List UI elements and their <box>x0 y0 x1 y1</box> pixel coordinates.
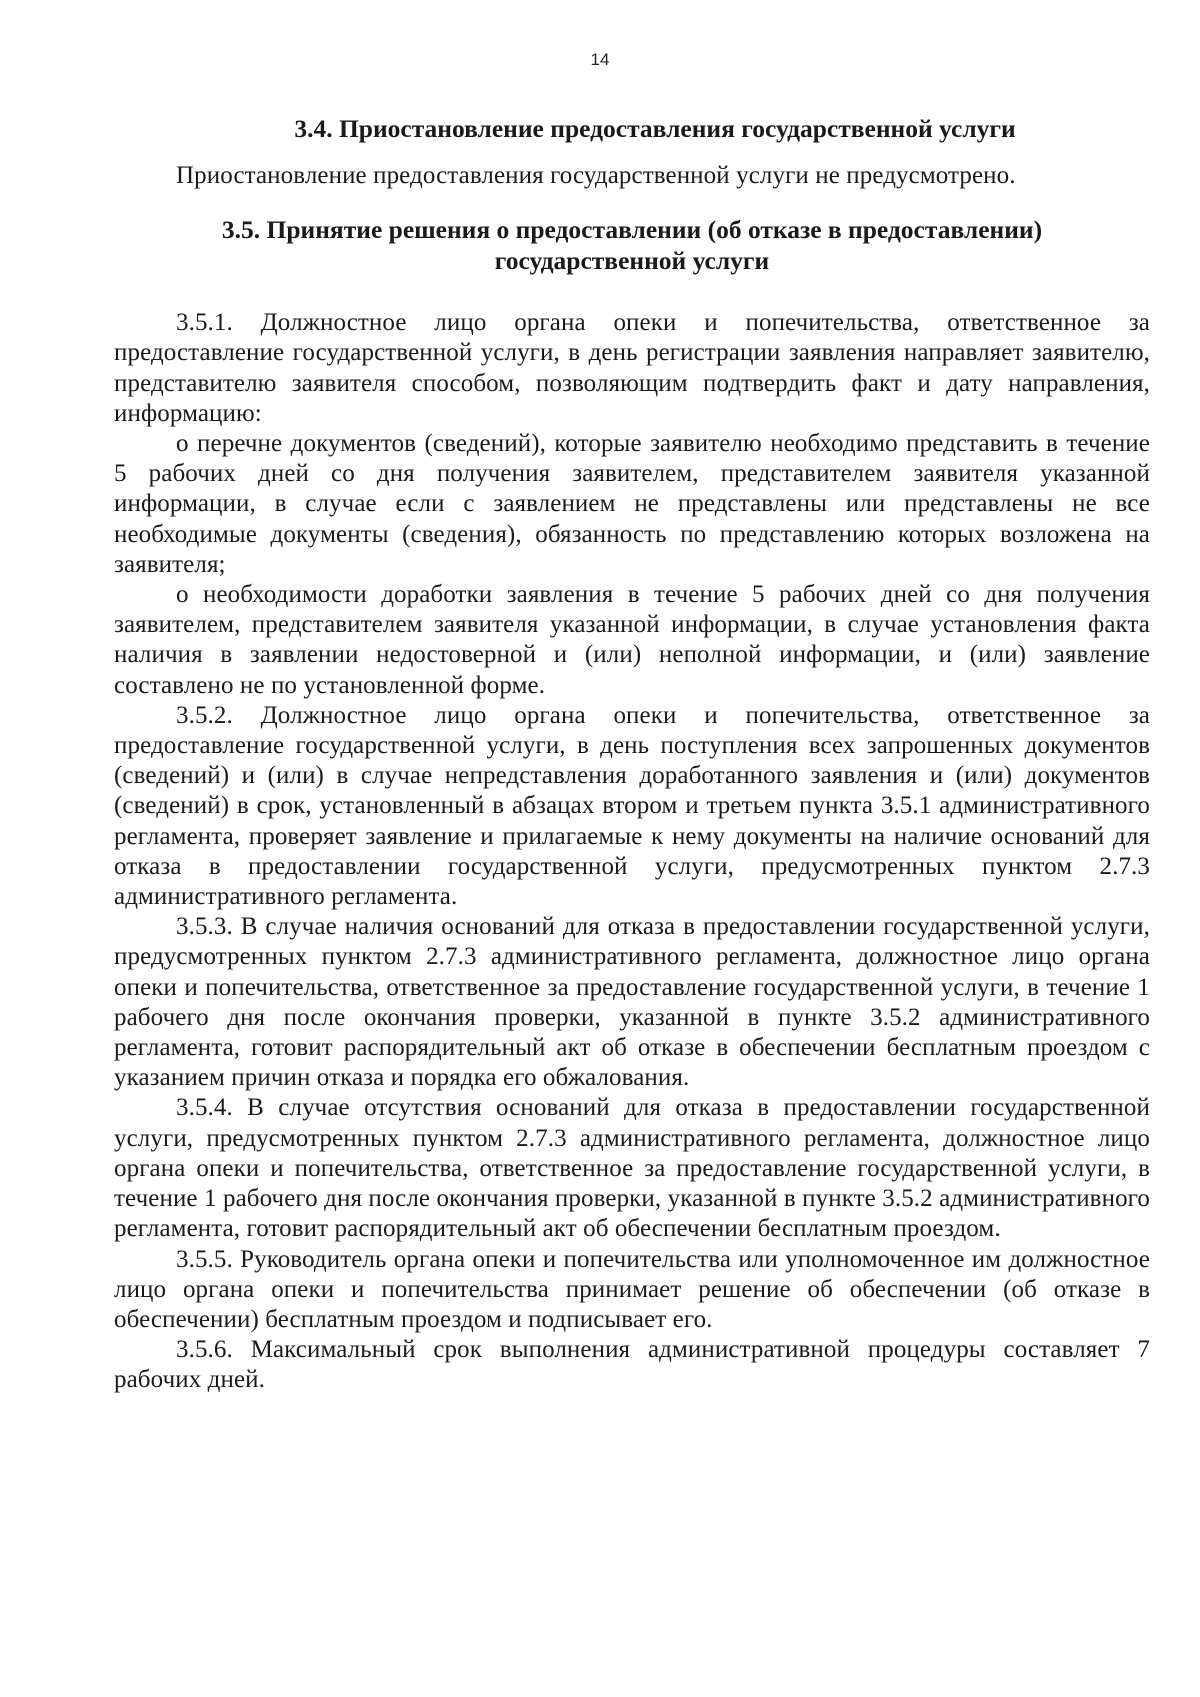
page-number: 14 <box>590 50 610 69</box>
section-3-4-heading: 3.4. Приостановление предоставления государственной услуги <box>294 114 1016 143</box>
section-3-4-text: Приостановление предоставления государственной услуги не предусмотрено. <box>176 162 1016 189</box>
paragraph-3-5-4: 3.5.4. В случае отсутствия оснований для отказа в предоставлении государственной услуги, предусмотренных пунктом 2.7.3 административного регламента, должностное лицо органа опеки и попечительства, ответственное за предоставление государственной услуги, в течение 1 рабочего дня после окончания проверки, указанной в пункте 3.5.2 административного регламента, готовит распорядительный акт об обеспечении бесплатным проездом. <box>114 1094 1150 1243</box>
paragraph-3-5-3: 3.5.3. В случае наличия оснований для отказа в предоставлении государственной услуги, предусмотренных пунктом 2.7.3 административного регламента, должностное лицо органа опеки и попечительства, ответственное за предоставление государственной услуги, в течение 1 рабочего дня после окончания проверки, указанной в пункте 3.5.2 административного регламента, готовит распорядительный акт об отказе в обеспечении бесплатным проездом с указанием причин отказа и порядка его обжалования. <box>114 913 1150 1092</box>
section-3-5-heading-line-1: 3.5. Принятие решения о предоставлении (об отказе в предоставлении) <box>221 215 1043 245</box>
paragraph-3-5-1: 3.5.1. Должностное лицо органа опеки и попечительства, ответственное за предоставление государственной услуги, в день регистрации заявления направляет заявителю, представителю заявителя способом, позволяющим подтвердить факт и дату направления, информацию: <box>114 309 1150 427</box>
document-body <box>114 113 1150 1396</box>
paragraph-documents-list: о перечне документов (сведений), которые заявителю необходимо представить в течение 5 рабочих дней со дня получения заявителем, представителем заявителя указанной информации, в случае если с заявлением не представлены или представлены не все необходимые документы (сведения), обязанность по представлению которых возложена на заявителя; <box>114 430 1150 578</box>
paragraph-3-5-5: 3.5.5. Руководитель органа опеки и попечительства или уполномоченное им должностное лицо органа опеки и попечительства принимает решение об обеспечении (об отказе в обеспечении) бесплатным проездом и подписывает его. <box>114 1245 1150 1333</box>
section-3-5-heading <box>114 214 1150 276</box>
paragraph-revision-needed: о необходимости доработки заявления в течение 5 рабочих дней со дня получения заявителем, представителем заявителя указанной информации, в случае установления факта наличия в заявлении недостоверной и (или) неполной информации, и (или) заявление составлено не по установленной форме. <box>114 581 1150 699</box>
paragraph-3-5-6: 3.5.6. Максимальный срок выполнения административной процедуры составляет 7 рабочих дней. <box>114 1336 1150 1394</box>
section-3-5-heading-line-2: государственной услуги <box>494 246 770 276</box>
paragraph-3-5-2: 3.5.2. Должностное лицо органа опеки и попечительства, ответственное за предоставление государственной услуги, в день поступления всех запрошенных документов (сведений) и (или) в случае непредставления доработанного заявления и (или) документов (сведений) в срок, установленный в абзацах втором и третьем пункта 3.5.1 административного регламента, проверяет заявление и прилагаемые к нему документы на наличие оснований для отказа в предоставлении государственной услуги, предусмотренных пунктом 2.7.3 административного регламента. <box>114 701 1150 911</box>
